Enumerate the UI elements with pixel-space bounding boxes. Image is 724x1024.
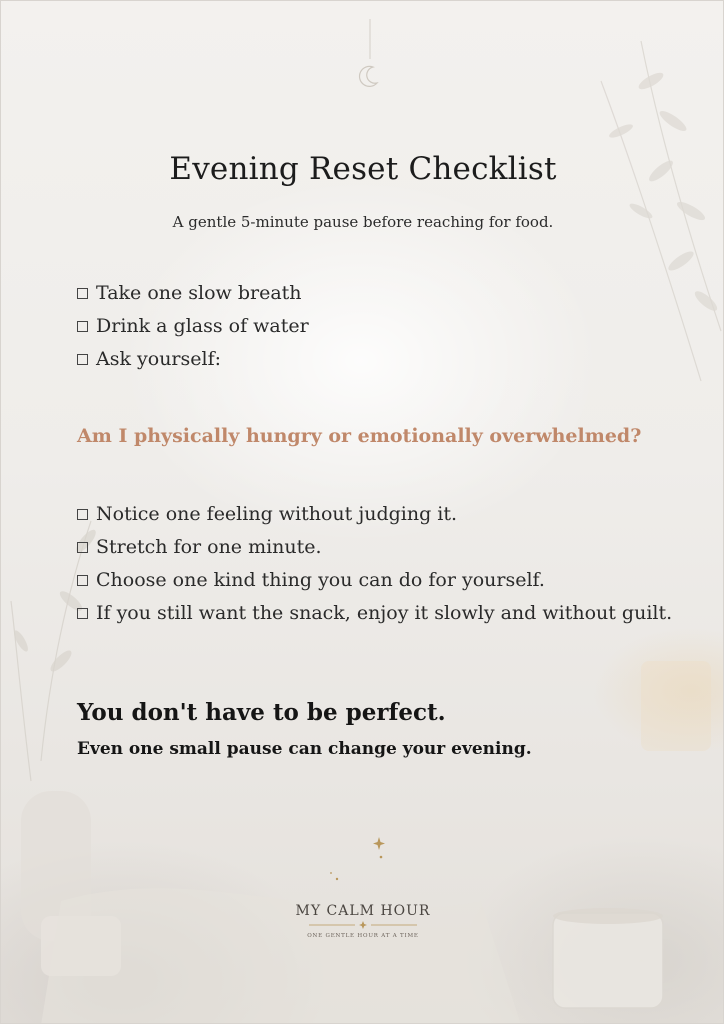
checklist-item-label: Take one slow breath	[96, 282, 302, 304]
brand-tagline: ONE GENTLE HOUR AT A TIME	[307, 933, 419, 939]
page-subtitle: A gentle 5-minute pause before reaching for food.	[172, 213, 554, 231]
checklist-item-label: If you still want the snack, enjoy it slowly and without guilt.	[96, 602, 673, 624]
page-title: Evening Reset Checklist	[169, 151, 557, 187]
brand-name: MY CALM HOUR	[295, 903, 431, 919]
checklist-item[interactable]	[77, 277, 309, 310]
checklist-item-label: Ask yourself:	[96, 348, 222, 370]
checkbox[interactable]	[77, 321, 88, 332]
checkbox[interactable]	[77, 354, 88, 365]
checklist-item[interactable]	[77, 498, 672, 531]
brand-divider	[309, 920, 417, 930]
reflection-question: Am I physically hungry or emotionally overwhelmed?	[77, 425, 642, 447]
checklist-item-label: Stretch for one minute.	[96, 536, 322, 558]
checkbox[interactable]	[77, 509, 88, 520]
crescent-moon-icon	[323, 823, 403, 893]
checklist-item[interactable]	[77, 597, 672, 630]
closing-headline: You don't have to be perfect.	[77, 699, 446, 726]
closing-subline: Even one small pause can change your evening.	[77, 739, 532, 759]
checklist-item-label: Notice one feeling without judging it.	[96, 503, 458, 525]
checklist-group-2	[77, 498, 672, 630]
checkbox[interactable]	[77, 575, 88, 586]
checklist-item[interactable]	[77, 310, 309, 343]
sparkle-icon	[373, 837, 385, 850]
checklist-item[interactable]	[77, 343, 309, 376]
checklist-item-label: Drink a glass of water	[96, 315, 309, 337]
checkbox[interactable]	[77, 288, 88, 299]
checklist-group-1	[77, 277, 309, 376]
checklist-item[interactable]	[77, 531, 672, 564]
hanging-moon-icon	[355, 19, 385, 89]
checkbox[interactable]	[77, 542, 88, 553]
checklist-item[interactable]	[77, 564, 672, 597]
checkbox[interactable]	[77, 608, 88, 619]
checklist-item-label: Choose one kind thing you can do for yourself.	[96, 569, 545, 591]
